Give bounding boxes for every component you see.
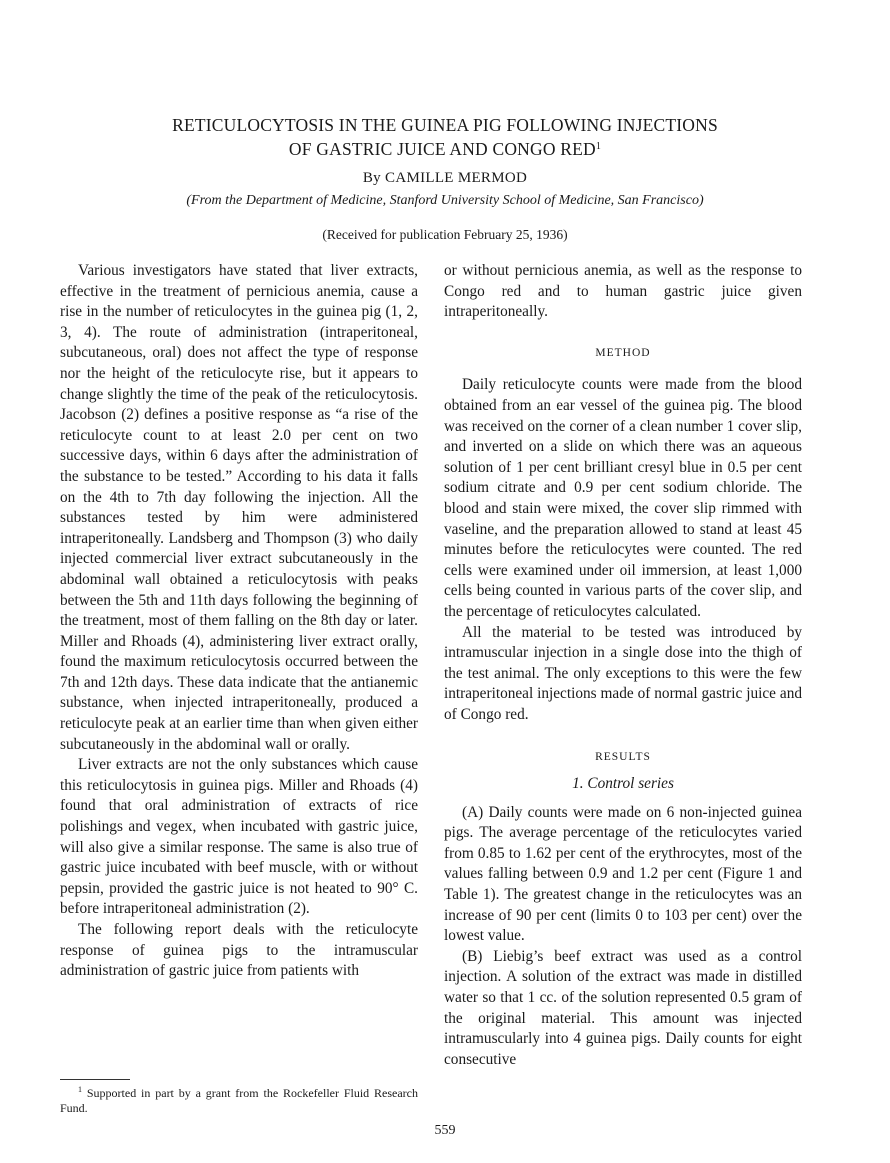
intro-paragraph-2: Liver extracts are not the only substances which cause this reticulocytosis in guinea pigs. Miller and Rhoads (4) found that oral administration of extracts of rice polishings and vegex, when incubated with gastric juice, will also give a similar response. The same is also true of gastric juice incubated with beef muscle, with or without pepsin, provided the gastric juice is not heated to 90° C. before intraperitoneal administration (2). <box>60 756 418 918</box>
title-footnote-mark: 1 <box>595 141 602 152</box>
footnote <box>60 1082 418 1116</box>
author-affiliation: (From the Department of Medicine, Stanford University School of Medicine, San Francisco) <box>186 193 704 208</box>
article-title <box>60 115 830 160</box>
results-paragraph-2: (B) Liebig’s beef extract was used as a control injection. A solution of the extract was made in distilled water so that 1 cc. of the solution represented 0.5 gram of the original material. This amount was injected intramuscularly into 4 guinea pigs. Daily counts for eight consecutive <box>444 947 802 1068</box>
left-column <box>60 261 418 982</box>
results-subheading: 1. Control series <box>572 775 674 793</box>
author-byline: By CAMILLE MERMOD <box>362 170 528 186</box>
received-date: (Received for publication February 25, 1936) <box>322 227 568 242</box>
title-line-1: RETICULOCYTOSIS IN THE GUINEA PIG FOLLOWING INJECTIONS <box>172 115 718 135</box>
intro-paragraph-1: Various investigators have stated that liver extracts, effective in the treatment of pernicious anemia, cause a rise in the number of reticulocytes in the guinea pig (1, 2, 3, 4). The route of administration (intraperitoneal, subcutaneous, oral) does not affect the type of response nor the height of the reticulocyte rise, but it appears to change slightly the time of the peak of the reticulocytosis. Jacobson (2) defines a positive response as “a rise of the reticulocyte count to at least 2.0 per cent on two successive days, within 6 days after the administration of the substance to be tested.” According to his data it falls on the 4th to 7th day following the injection. All the substances tested by him were administered intraperitoneally. Landsberg and Thompson (3) who daily injected commercial liver extract subcutaneously in the abdominal wall obtained a reticulocytosis with peaks between the 5th and 11th days following the beginning of the treatment, most of them falling on the 8th day or later. Miller and Rhoads (4), administering liver extract orally, found the maximum reticulocytosis occurred between the 7th and 12th days. These data indicate that the antianemic substance, when injected intraperitoneally, produced a reticulocyte peak at an earlier time than when given either subcutaneously in the abdominal wall or orally. <box>60 262 418 753</box>
title-line-2: OF GASTRIC JUICE AND CONGO RED <box>288 139 596 159</box>
intro-paragraph-3: The following report deals with the reticulocyte response of guinea pigs to the intramuscular administration of gastric juice from patients with <box>60 921 418 980</box>
right-column <box>444 261 802 1070</box>
results-paragraph-1: (A) Daily counts were made on 6 non-injected guinea pigs. The average percentage of the reticulocytes varied from 0.85 to 1.62 per cent of the erythrocytes, most of the values falling between 0.9 and 1.2 per cent (Figure 1 and Table 1). The greatest change in the reticulocytes was an increase of 90 per cent (limits 0 to 103 per cent) over the lowest value. <box>444 803 802 945</box>
results-heading: RESULTS <box>595 751 651 764</box>
footnote-mark: 1 <box>78 1085 82 1094</box>
method-paragraph-2: All the material to be tested was introduced by intramuscular injection in a single dose into the thigh of the test animal. The only exceptions to this were the few intraperitoneal injections made of normal gastric juice and of Congo red. <box>444 623 802 723</box>
method-paragraph-1: Daily reticulocyte counts were made from the blood obtained from an ear vessel of the guinea pig. The blood was received on the corner of a clean number 1 cover slip, and inverted on a slide on which there was an aqueous solution of 1 per cent brilliant cresyl blue in 0.5 per cent sodium citrate and 0.9 per cent sodium chloride. The blood and stain were mixed, the cover slip rimmed with vaseline, and the preparation allowed to stand at least 45 minutes before the reticulocytes were counted. The red cells were examined under oil immersion, at least 1,000 cells being counted in various parts of the cover slip, and the percentage of reticulocytes calculated. <box>444 376 802 620</box>
method-heading: METHOD <box>595 346 651 359</box>
intro-paragraph-3-continued: or without pernicious anemia, as well as the response to Congo red and to human gastric juice given intraperitoneally. <box>444 262 802 321</box>
page-number: 559 <box>434 1123 456 1138</box>
footnote-divider <box>60 1079 130 1080</box>
footnote-text: Supported in part by a grant from the Rockefeller Fluid Research Fund. <box>60 1086 418 1115</box>
